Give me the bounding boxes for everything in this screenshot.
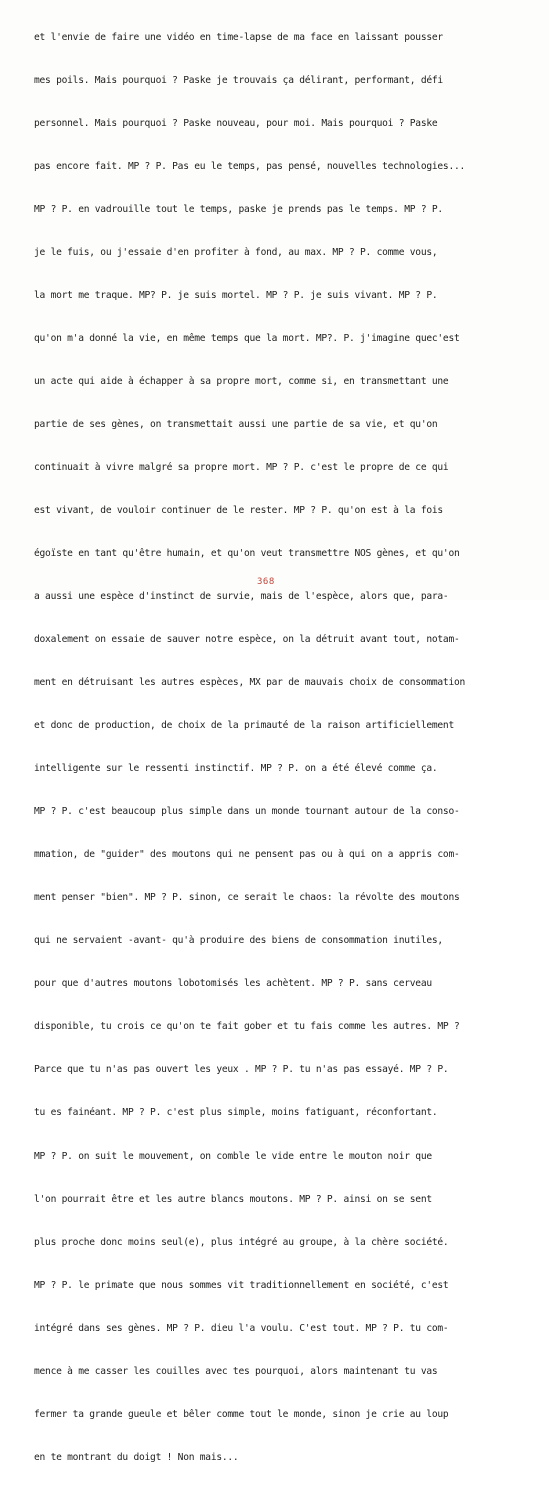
text-line: ment en détruisant les autres espèces, MX par de mauvais choix de consommation [34,677,466,689]
text-line: l'on pourrait être et les autre blancs moutons. MP ? P. ainsi on se sent [34,1193,432,1205]
text-line: doxalement on essaie de sauver notre espèce, on la détruit avant tout, notam- [34,634,460,646]
text-line: Parce que tu n'as pas ouvert les yeux . MP ? P. tu n'as pas essayé. MP ? P. [34,1064,449,1076]
text-line: pour que d'autres moutons lobotomisés les achètent. MP ? P. sans cerveau [34,978,432,990]
text-line: est vivant, de vouloir continuer de le rester. MP ? P. qu'on est à la fois [34,505,443,517]
text-line: MP ? P. en vadrouille tout le temps, paske je prends pas le temps. MP ? P. [34,203,443,215]
page-number: 368 [257,577,275,587]
text-line: mence à me casser les couilles avec tes pourquoi, alors maintenant tu vas [34,1365,438,1377]
text-line: et l'envie de faire une vidéo en time-lapse de ma face en laissant pousser [34,31,443,43]
text-line: disponible, tu crois ce qu'on te fait gober et tu fais comme les autres. MP ? [34,1021,460,1033]
text-line: mes poils. Mais pourquoi ? Paske je trouvais ça délirant, performant, défi [34,74,443,86]
text-line: je le fuis, ou j'essaie d'en profiter à fond, au max. MP ? P. comme vous, [34,246,438,258]
text-line: continuait à vivre malgré sa propre mort. MP ? P. c'est le propre de ce qui [34,462,449,473]
text-line: plus proche donc moins seul(e), plus intégré au groupe, à la chère société. [34,1236,449,1248]
text-line: pas encore fait. MP ? P. Pas eu le temps, pas pensé, nouvelles technologies... [34,160,466,172]
text-line: personnel. Mais pourquoi ? Paske nouveau, pour moi. Mais pourquoi ? Paske [34,117,438,129]
text-line: qui ne servaient -avant- qu'à produire des biens de consommation inutiles, [34,935,443,947]
text-line: MP ? P. c'est beaucoup plus simple dans un monde tournant autour de la conso- [34,806,460,818]
text-line: MP ? P. le primate que nous sommes vit traditionnellement en société, c'est [34,1279,449,1291]
text-line: intégré dans ses gènes. MP ? P. dieu l'a voulu. C'est tout. MP ? P. tu com- [34,1322,449,1334]
text-line: mmation, de "guider" des moutons qui ne pensent pas ou à qui on a appris com- [34,849,460,861]
text-line: fermer ta grande gueule et bêler comme tout le monde, sinon je crie au loup [34,1408,449,1420]
text-line: a aussi une espèce d'instinct de survie, mais de l'espèce, alors que, para- [34,591,449,603]
text-line: partie de ses gènes, on transmettait aussi une partie de sa vie, et qu'on [34,418,438,430]
typewritten-text-block [34,2,544,1494]
text-line: un acte qui aide à échapper à sa propre mort, comme si, en transmettant une [34,375,449,387]
text-line: intelligente sur le ressenti instinctif. MP ? P. on a été élevé comme ça. [34,763,438,775]
text-line: qu'on m'a donné la vie, en même temps que la mort. MP?. P. j'imagine quec'est [34,332,460,344]
text-line: tu es fainéant. MP ? P. c'est plus simple, moins fatiguant, réconfortant. [34,1107,438,1119]
text-line: égoïste en tant qu'être humain, et qu'on veut transmettre NOS gènes, et qu'on [34,548,460,560]
text-line: MP ? P. on suit le mouvement, on comble le vide entre le mouton noir que [34,1150,432,1162]
text-line: en te montrant du doigt ! Non mais... [34,1451,239,1463]
text-line: ment penser "bien". MP ? P. sinon, ce serait le chaos: la révolte des moutons [34,892,460,904]
text-line: et donc de production, de choix de la primauté de la raison artificiellement [34,720,454,732]
text-line: la mort me traque. MP? P. je suis mortel. MP ? P. je suis vivant. MP ? P. [34,289,438,301]
